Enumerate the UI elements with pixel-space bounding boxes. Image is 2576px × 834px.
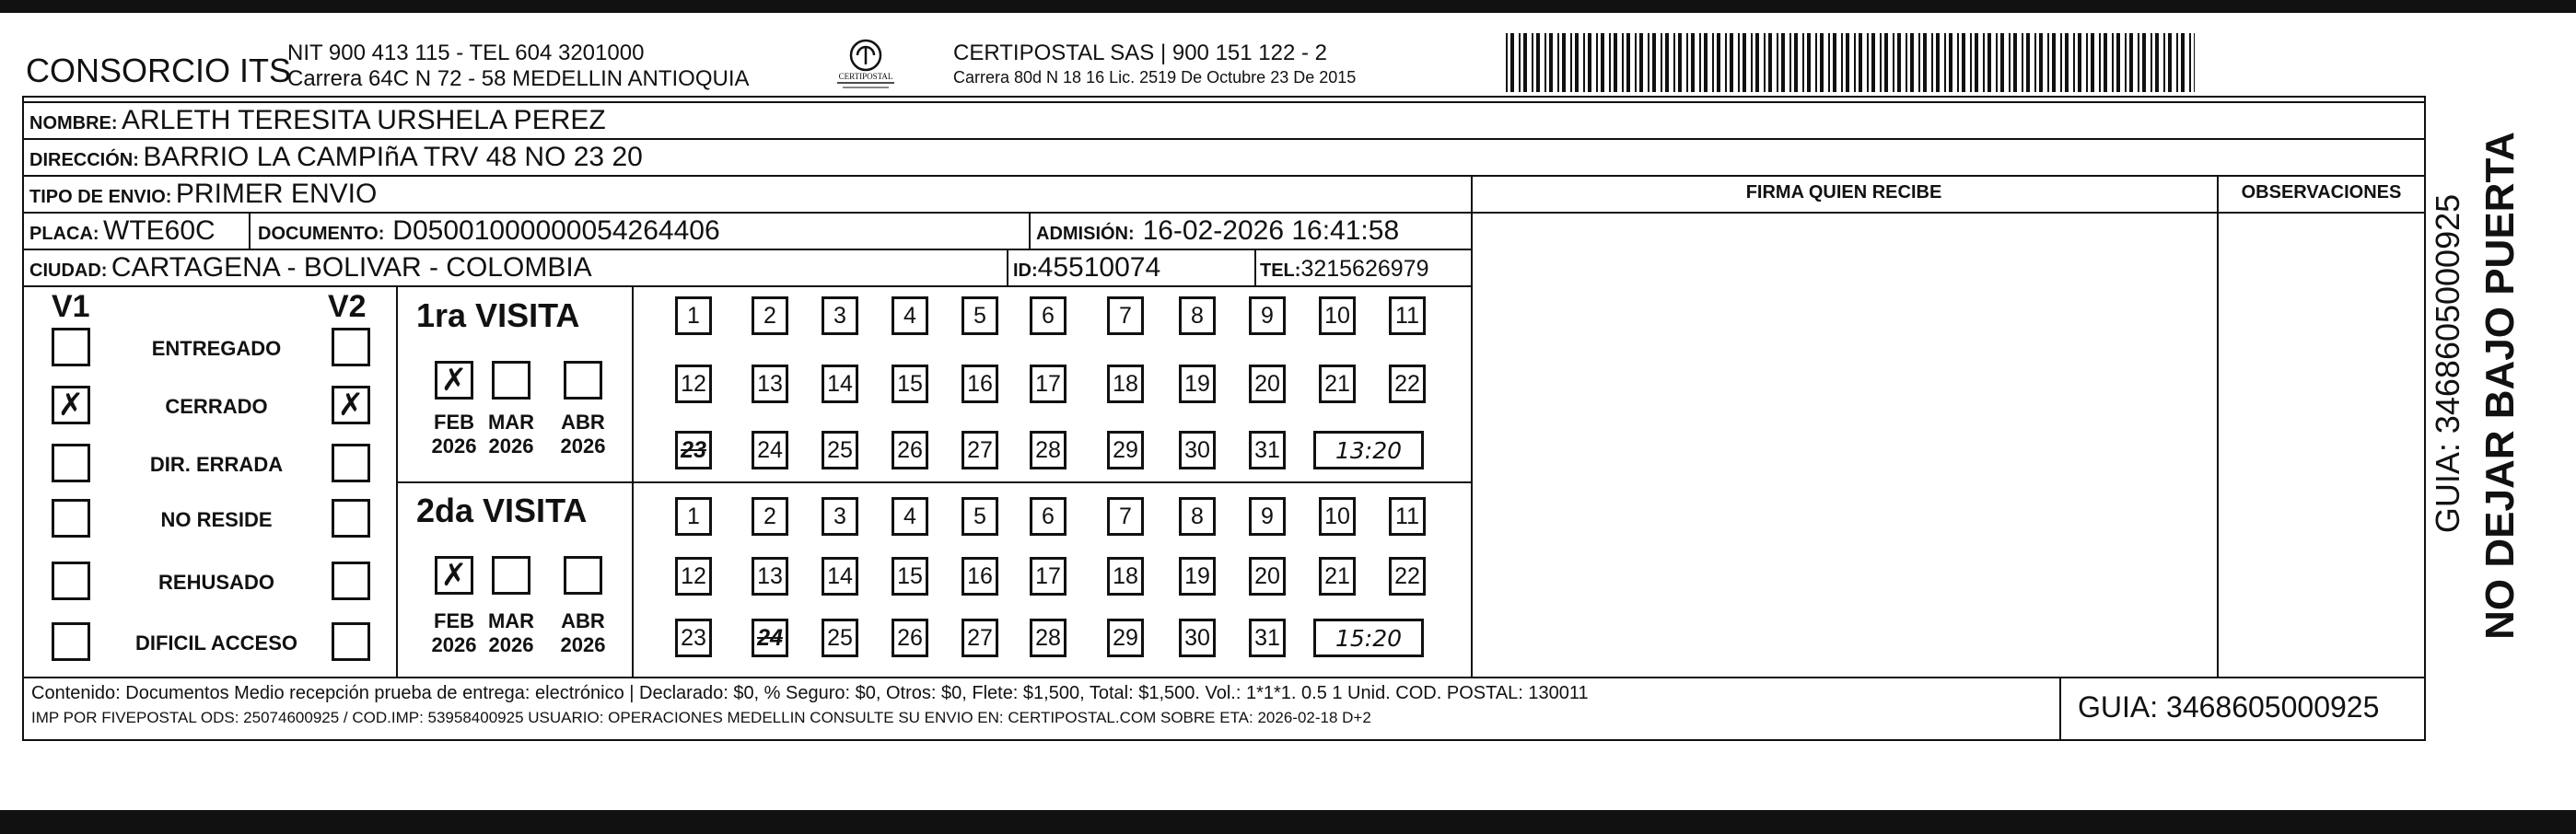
barcode-bar (2026, 33, 2030, 92)
barcode-bar (1751, 33, 1753, 92)
barcode-bar (1622, 33, 1624, 92)
barcode-bar (2060, 33, 2062, 92)
firma-label: FIRMA QUIEN RECIBE (1745, 182, 1942, 203)
barcode-bar (1549, 33, 1553, 92)
day-box[interactable]: 13 (752, 557, 788, 596)
barcode-bar (1614, 33, 1617, 92)
barcode-bar (2125, 33, 2127, 92)
admision-row: ADMISIÓN: 16-02-2026 16:41:58 (1036, 215, 1400, 246)
documento-row: DOCUMENTO: D05001000000054264406 (258, 215, 720, 246)
day-box[interactable]: 7 (1107, 497, 1144, 536)
day-box[interactable]: 25 (822, 619, 858, 657)
barcode-bar (1880, 33, 1882, 92)
day-box[interactable]: 2 (752, 497, 788, 536)
barcode-bar (2151, 33, 2152, 92)
day-box[interactable]: 9 (1249, 296, 1286, 335)
v2-checkbox[interactable] (332, 562, 370, 600)
barcode-bar (1820, 33, 1824, 92)
day-box[interactable]: 19 (1179, 557, 1216, 596)
barcode-bar (2086, 33, 2088, 92)
v1-checkbox[interactable] (52, 444, 90, 482)
day-box[interactable]: 28 (1030, 431, 1067, 469)
barcode-bar (2138, 33, 2139, 92)
barcode-bar (1781, 33, 1785, 92)
day-box[interactable]: 30 (1179, 619, 1216, 657)
barcode-bar (1807, 33, 1811, 92)
barcode-bar (1918, 33, 1920, 92)
day-box[interactable]: 19 (1179, 365, 1216, 403)
barcode-bar (1846, 33, 1849, 92)
barcode (1506, 33, 2198, 92)
barcode-bar (1712, 33, 1714, 92)
day-box[interactable]: 10 (1319, 497, 1356, 536)
nombre-value: ARLETH TERESITA URSHELA PEREZ (122, 105, 606, 135)
day-box[interactable]: 16 (962, 557, 998, 596)
barcode-bar (1936, 33, 1940, 92)
barcode-bar (2034, 33, 2036, 92)
v2-checkbox[interactable] (332, 444, 370, 482)
month-label: ABR 2026 (560, 609, 606, 656)
v1-label: V1 (52, 289, 90, 324)
barcode-bar (1789, 33, 1791, 92)
barcode-bar (2116, 33, 2120, 92)
direccion-row: DIRECCIÓN: BARRIO LA CAMPIñA TRV 48 NO 23 20 (29, 142, 643, 172)
barcode-bar (1596, 33, 1598, 92)
barcode-bar (1665, 33, 1669, 92)
certipostal-logo: CERTIPOSTAL (833, 37, 898, 90)
barcode-bar (1777, 33, 1778, 92)
barcode-bar (2078, 33, 2081, 92)
barcode-bar (1673, 33, 1675, 92)
barcode-bar (1970, 33, 1972, 92)
status-label: DIR. ERRADA (149, 453, 284, 476)
visit-time[interactable]: 15:20 (1313, 619, 1424, 657)
status-label: CERRADO (165, 395, 268, 418)
barcode-bar (1635, 33, 1637, 92)
day-box[interactable]: 9 (1249, 497, 1286, 536)
day-box[interactable]: 26 (892, 619, 928, 657)
day-box[interactable]: 14 (822, 557, 858, 596)
month-label: MAR 2026 (487, 411, 535, 458)
tipo-value: PRIMER ENVIO (175, 179, 378, 209)
barcode-bar (1802, 33, 1804, 92)
footer-guia: GUIA: 3468605000925 (2078, 690, 2380, 724)
id-row: ID:45510074 (1013, 252, 1161, 283)
barcode-bar (2142, 33, 2146, 92)
barcode-bar (1794, 33, 1798, 92)
scan-top-edge (0, 0, 2576, 13)
barcode-bar (1544, 33, 1546, 92)
day-box[interactable]: 30 (1179, 431, 1216, 469)
day-box[interactable]: 22 (1389, 557, 1426, 596)
v2-checkbox[interactable]: ✗ (332, 386, 370, 424)
day-box[interactable]: 6 (1030, 296, 1067, 335)
day-box[interactable]: 25 (822, 431, 858, 469)
v1-checkbox[interactable] (52, 562, 90, 600)
day-box[interactable]: 28 (1030, 619, 1067, 657)
day-box[interactable]: 18 (1107, 365, 1144, 403)
barcode-bar (1738, 33, 1740, 92)
barcode-bar (1506, 33, 1508, 92)
day-box[interactable]: 14 (822, 365, 858, 403)
barcode-bar (1854, 33, 1856, 92)
day-box[interactable]: 12 (675, 557, 712, 596)
barcode-bar (1867, 33, 1869, 92)
barcode-bar (1652, 33, 1656, 92)
barcode-bar (1815, 33, 1817, 92)
day-box[interactable]: 3 (822, 296, 858, 335)
barcode-bar (1523, 33, 1527, 92)
barcode-bar (1841, 33, 1843, 92)
day-box[interactable]: 29 (1107, 431, 1144, 469)
day-box[interactable]: 17 (1030, 365, 1067, 403)
tel-value: 3215626979 (1300, 256, 1429, 282)
barcode-bar (2091, 33, 2094, 92)
day-box[interactable]: 5 (962, 497, 998, 536)
barcode-bar (2065, 33, 2069, 92)
month-checkbox[interactable]: ✗ (435, 361, 473, 400)
day-box[interactable]: 21 (1319, 365, 1356, 403)
barcode-bar (1743, 33, 1746, 92)
status-label: ENTREGADO (151, 337, 282, 360)
barcode-bar (1906, 33, 1907, 92)
carrier-line: CERTIPOSTAL SAS | 900 151 122 - 2 (953, 41, 1327, 65)
carrier-license: Carrera 80d N 18 16 Lic. 2519 De Octubre 23 De 2015 (953, 68, 1357, 87)
placa-row: PLACA: WTE60C (29, 215, 216, 246)
barcode-bar (1768, 33, 1772, 92)
day-box[interactable]: 12 (675, 365, 712, 403)
barcode-bar (1704, 33, 1708, 92)
barcode-bar (1626, 33, 1630, 92)
barcode-bar (1510, 33, 1514, 92)
barcode-bar (1562, 33, 1566, 92)
day-box[interactable]: 13 (752, 365, 788, 403)
barcode-bar (2155, 33, 2159, 92)
barcode-bar (1601, 33, 1604, 92)
day-box[interactable]: 11 (1389, 497, 1426, 536)
barcode-bar (2013, 33, 2017, 92)
day-box[interactable]: 23 (675, 619, 712, 657)
day-box[interactable]: 20 (1249, 557, 1286, 596)
v1-checkbox[interactable] (52, 622, 90, 661)
barcode-bar (1570, 33, 1572, 92)
barcode-bar (1609, 33, 1611, 92)
day-box[interactable]: 15 (892, 365, 928, 403)
v2-label: V2 (328, 289, 367, 324)
barcode-bar (2000, 33, 2004, 92)
side-guia: GUIA: 3468605000925 (2429, 193, 2466, 534)
barcode-bar (1833, 33, 1836, 92)
barcode-bar (1575, 33, 1579, 92)
tel-row: TEL:3215626979 (1260, 256, 1429, 282)
barcode-bar (1686, 33, 1688, 92)
barcode-bar (1699, 33, 1701, 92)
barcode-bar (1717, 33, 1720, 92)
status-label: NO RESIDE (160, 508, 273, 531)
v2-checkbox[interactable] (332, 328, 370, 366)
barcode-bar (2022, 33, 2023, 92)
day-box[interactable]: 4 (892, 497, 928, 536)
barcode-bar (2104, 33, 2107, 92)
visit-time[interactable]: 13:20 (1313, 431, 1424, 469)
barcode-bar (1639, 33, 1643, 92)
v1-checkbox[interactable] (52, 499, 90, 538)
day-box[interactable]: 24 (752, 431, 788, 469)
barcode-bar (2099, 33, 2101, 92)
month-checkbox[interactable] (492, 361, 530, 400)
day-box[interactable]: 11 (1389, 296, 1426, 335)
nit-line: NIT 900 413 115 - TEL 604 3201000 (287, 41, 645, 65)
barcode-bar (1962, 33, 1965, 92)
company-name: CONSORCIO ITS (26, 52, 292, 89)
barcode-bar (1931, 33, 1933, 92)
barcode-bar (1730, 33, 1733, 92)
barcode-bar (1975, 33, 1978, 92)
barcode-bar (1678, 33, 1682, 92)
month-checkbox[interactable] (492, 556, 530, 595)
day-box[interactable]: 31 (1249, 431, 1286, 469)
month-label: MAR 2026 (487, 609, 535, 656)
day-box[interactable]: 7 (1107, 296, 1144, 335)
month-checkbox[interactable] (564, 556, 602, 595)
month-checkbox[interactable] (564, 361, 602, 400)
barcode-bar (1583, 33, 1585, 92)
day-box[interactable]: 5 (962, 296, 998, 335)
barcode-bar (2047, 33, 2049, 92)
barcode-bar (1557, 33, 1559, 92)
v1-checkbox[interactable]: ✗ (52, 386, 90, 424)
day-box[interactable]: 1 (675, 296, 712, 335)
barcode-bar (2052, 33, 2056, 92)
barcode-bar (1897, 33, 1901, 92)
barcode-bar (1588, 33, 1591, 92)
day-box[interactable]: 22 (1389, 365, 1426, 403)
month-checkbox[interactable]: ✗ (435, 556, 473, 595)
day-box[interactable]: 16 (962, 365, 998, 403)
observaciones-label: OBSERVACIONES (2241, 182, 2402, 203)
day-box[interactable]: 1 (675, 497, 712, 536)
barcode-bar (2009, 33, 2011, 92)
barcode-bar (1884, 33, 1888, 92)
barcode-bar (1996, 33, 1998, 92)
barcode-bar (2189, 33, 2191, 92)
barcode-bar (1859, 33, 1862, 92)
barcode-bar (1764, 33, 1766, 92)
company-address: Carrera 64C N 72 - 58 MEDELLIN ANTIOQUIA (287, 66, 750, 91)
day-box[interactable]: 24 (752, 619, 788, 657)
day-box[interactable]: 2 (752, 296, 788, 335)
day-box[interactable]: 15 (892, 557, 928, 596)
day-box[interactable]: 4 (892, 296, 928, 335)
footer-print-info: IMP POR FIVEPOSTAL ODS: 25074600925 / COD.IMP: 53958400925 USUARIO: OPERACIONES MEDELLIN CONSULTE SU ENVIO EN: CERTIPOSTAL.COM SOBRE ETA: 2026-02-18 D+2 (31, 709, 1371, 726)
v2-checkbox[interactable] (332, 622, 370, 661)
barcode-bar (2073, 33, 2075, 92)
v1-checkbox[interactable] (52, 328, 90, 366)
status-label: DIFICIL ACCESO (134, 631, 297, 654)
month-label: FEB 2026 (431, 411, 477, 458)
tipo-row: TIPO DE ENVIO: PRIMER ENVIO (29, 179, 378, 209)
day-box[interactable]: 21 (1319, 557, 1356, 596)
nombre-row: NOMBRE: ARLETH TERESITA URSHELA PEREZ (29, 105, 606, 135)
ciudad-value: CARTAGENA - BOLIVAR - COLOMBIA (111, 252, 592, 283)
barcode-bar (1828, 33, 1830, 92)
barcode-bar (2039, 33, 2043, 92)
barcode-bar (2176, 33, 2178, 92)
no-dejar-bajo-puerta: NO DEJAR BAJO PUERTA (2477, 132, 2523, 640)
day-box[interactable]: 27 (962, 619, 998, 657)
barcode-bar (2181, 33, 2185, 92)
barcode-bar (1910, 33, 1914, 92)
ciudad-row: CIUDAD: CARTAGENA - BOLIVAR - COLOMBIA (29, 252, 592, 283)
footer-contents: Contenido: Documentos Medio recepción prueba de entrega: electrónico | Declarado: $0, % Seguro: $0, Otros: $0, Flete: $1,500, Total: $1,500. Vol.: 1*1*1. 0.5 1 Unid. COD. POSTAL: 130011 (31, 683, 1589, 703)
visit2-title: 2da VISITA (416, 492, 588, 529)
day-box[interactable]: 3 (822, 497, 858, 536)
day-box[interactable]: 27 (962, 431, 998, 469)
day-box[interactable]: 31 (1249, 619, 1286, 657)
admision-value: 16-02-2026 16:41:58 (1142, 215, 1400, 246)
day-box[interactable]: 20 (1249, 365, 1286, 403)
day-box[interactable]: 17 (1030, 557, 1067, 596)
placa-value: WTE60C (103, 215, 216, 246)
barcode-bar (1987, 33, 1991, 92)
id-value: 45510074 (1037, 252, 1161, 283)
barcode-bar (1648, 33, 1649, 92)
scan-bottom-edge (0, 810, 2576, 834)
barcode-bar (1661, 33, 1662, 92)
barcode-bar (1923, 33, 1927, 92)
barcode-bar (2129, 33, 2133, 92)
day-box[interactable]: 29 (1107, 619, 1144, 657)
month-label: FEB 2026 (431, 609, 477, 656)
month-label: ABR 2026 (560, 411, 606, 458)
barcode-bar (1725, 33, 1727, 92)
barcode-bar (1519, 33, 1521, 92)
top-strip (22, 96, 2426, 103)
direccion-value: BARRIO LA CAMPIñA TRV 48 NO 23 20 (143, 142, 643, 172)
status-label: REHUSADO (158, 571, 274, 594)
barcode-bar (1957, 33, 1959, 92)
day-box[interactable]: 8 (1179, 296, 1216, 335)
barcode-bar (1871, 33, 1875, 92)
documento-value: D05001000000054264406 (392, 215, 720, 246)
barcode-bar (1691, 33, 1695, 92)
barcode-bar (2163, 33, 2165, 92)
day-box[interactable]: 26 (892, 431, 928, 469)
barcode-bar (1949, 33, 1952, 92)
day-box[interactable]: 23 (675, 431, 712, 469)
visit1-title: 1ra VISITA (416, 296, 580, 334)
v2-checkbox[interactable] (332, 499, 370, 538)
barcode-bar (2112, 33, 2114, 92)
barcode-bar (1755, 33, 1759, 92)
day-box[interactable]: 10 (1319, 296, 1356, 335)
day-box[interactable]: 8 (1179, 497, 1216, 536)
barcode-bar (1944, 33, 1946, 92)
barcode-bar (1983, 33, 1985, 92)
day-box[interactable]: 6 (1030, 497, 1067, 536)
day-box[interactable]: 18 (1107, 557, 1144, 596)
barcode-bar (1536, 33, 1540, 92)
barcode-bar (1532, 33, 1533, 92)
barcode-bar (2168, 33, 2172, 92)
barcode-bar (1893, 33, 1894, 92)
barcode-bar (2194, 33, 2195, 92)
